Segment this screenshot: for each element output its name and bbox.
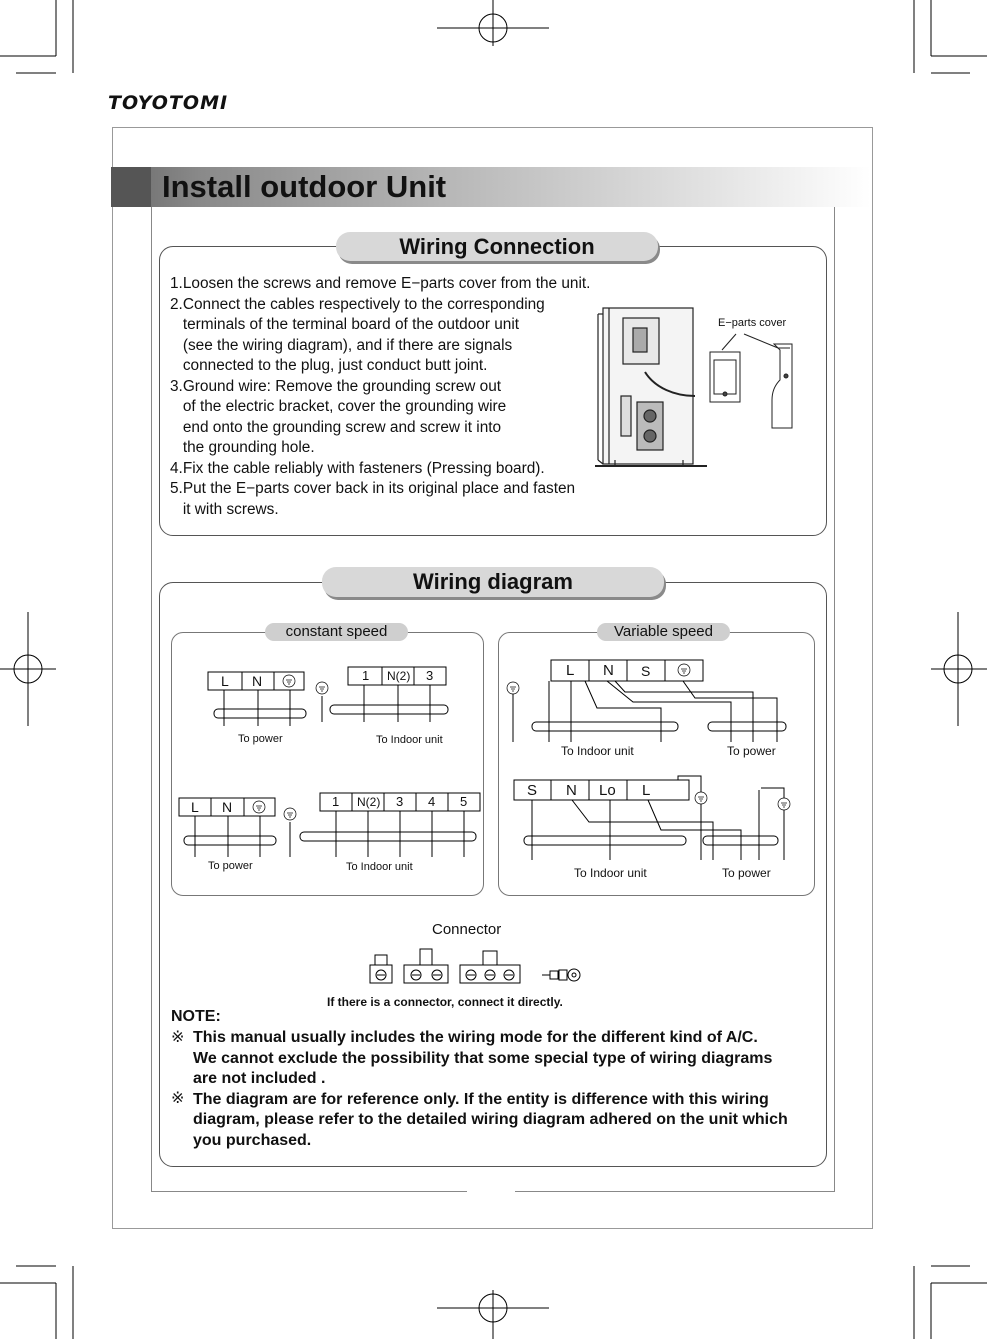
wiring-diagram-heading: Wiring diagram [322, 567, 664, 597]
terminal-label: S [641, 663, 651, 679]
outdoor-unit-illustration [595, 300, 710, 472]
step-line: end onto the grounding screw and screw it into [170, 418, 502, 436]
connector-note: If there is a connector, connect it directly. [327, 995, 563, 1009]
step-line: 2.Connect the cables respectively to the corresponding [170, 295, 545, 313]
connector-icons [366, 945, 586, 985]
terminal-label: L [221, 673, 229, 689]
page-title: Install outdoor Unit [162, 169, 447, 204]
step-line: 3.Ground wire: Remove the grounding screw out [170, 377, 502, 395]
e-parts-cover-illustration [700, 330, 815, 434]
note-heading: NOTE: [171, 1008, 221, 1025]
constant-speed-diagram [172, 652, 484, 892]
step-line: the grounding hole. [170, 439, 315, 456]
wiring-steps [170, 274, 590, 520]
to-power-label: To power [722, 866, 771, 880]
terminal-label: N [566, 782, 577, 799]
note-line: are not included . [193, 1070, 326, 1087]
terminal-label: S [527, 782, 538, 799]
step-line: connected to the plug, just conduct butt joint. [170, 357, 488, 374]
step-line: it with screws. [170, 500, 279, 518]
terminal-label: 5 [460, 794, 468, 809]
terminal-label: N [603, 662, 614, 679]
brand-logo: TOYOTOMI [108, 92, 229, 114]
constant-speed-label: constant speed [265, 623, 408, 641]
terminal-label: 1 [332, 794, 340, 809]
step-line: of the electric bracket, cover the grounding wire [170, 398, 507, 415]
note-line: This manual usually includes the wiring mode for the different kind of A/C. [193, 1029, 758, 1046]
terminal-label: 3 [396, 794, 404, 809]
connector-title: Connector [432, 921, 502, 938]
step-line: terminals of the terminal board of the outdoor unit [170, 316, 520, 333]
note-mark: ※ [171, 1029, 185, 1046]
step-line: 5.Put the E−parts cover back in its original place and fasten [170, 480, 576, 497]
note-line: The diagram are for reference only. If the entity is difference with this wiring [193, 1090, 769, 1108]
to-indoor-label: To Indoor unit [346, 861, 413, 873]
to-indoor-label: To Indoor unit [574, 866, 647, 880]
terminal-label: 1 [362, 668, 370, 683]
to-indoor-label: To Indoor unit [561, 744, 634, 758]
terminal-label: N(2) [387, 669, 411, 683]
to-power-label: To power [727, 744, 776, 758]
variable-speed-diagram [499, 652, 815, 892]
note-text [193, 1028, 788, 1151]
step-line: (see the wiring diagram), and if there are signals [170, 336, 513, 354]
note-mark: ※ [171, 1090, 185, 1107]
terminal-label: Lo [599, 782, 616, 799]
terminal-label: L [566, 662, 575, 679]
note-line: We cannot exclude the possibility that some special type of wiring diagrams [193, 1049, 773, 1067]
terminal-label: N [222, 799, 233, 815]
to-power-label: To power [208, 860, 253, 872]
to-indoor-label: To Indoor unit [376, 734, 443, 746]
variable-speed-label: Variable speed [597, 623, 730, 641]
terminal-label: L [191, 799, 199, 815]
step-line: 1.Loosen the screws and remove E−parts cover from the unit. [170, 275, 591, 292]
to-power-label: To power [238, 733, 283, 745]
terminal-label: L [642, 782, 651, 799]
note-line: diagram, please refer to the detailed wiring diagram adhered on the unit which [193, 1111, 788, 1128]
step-line: 4.Fix the cable reliably with fasteners (Pressing board). [170, 459, 545, 477]
note-line: you purchased. [193, 1131, 312, 1149]
terminal-label: N(2) [357, 795, 381, 809]
terminal-label: 3 [426, 668, 434, 683]
e-parts-cover-label: E−parts cover [718, 317, 787, 329]
terminal-label: N [252, 673, 263, 689]
terminal-label: 4 [428, 794, 436, 809]
frame-gap [467, 1188, 515, 1196]
wiring-connection-heading: Wiring Connection [336, 232, 658, 261]
